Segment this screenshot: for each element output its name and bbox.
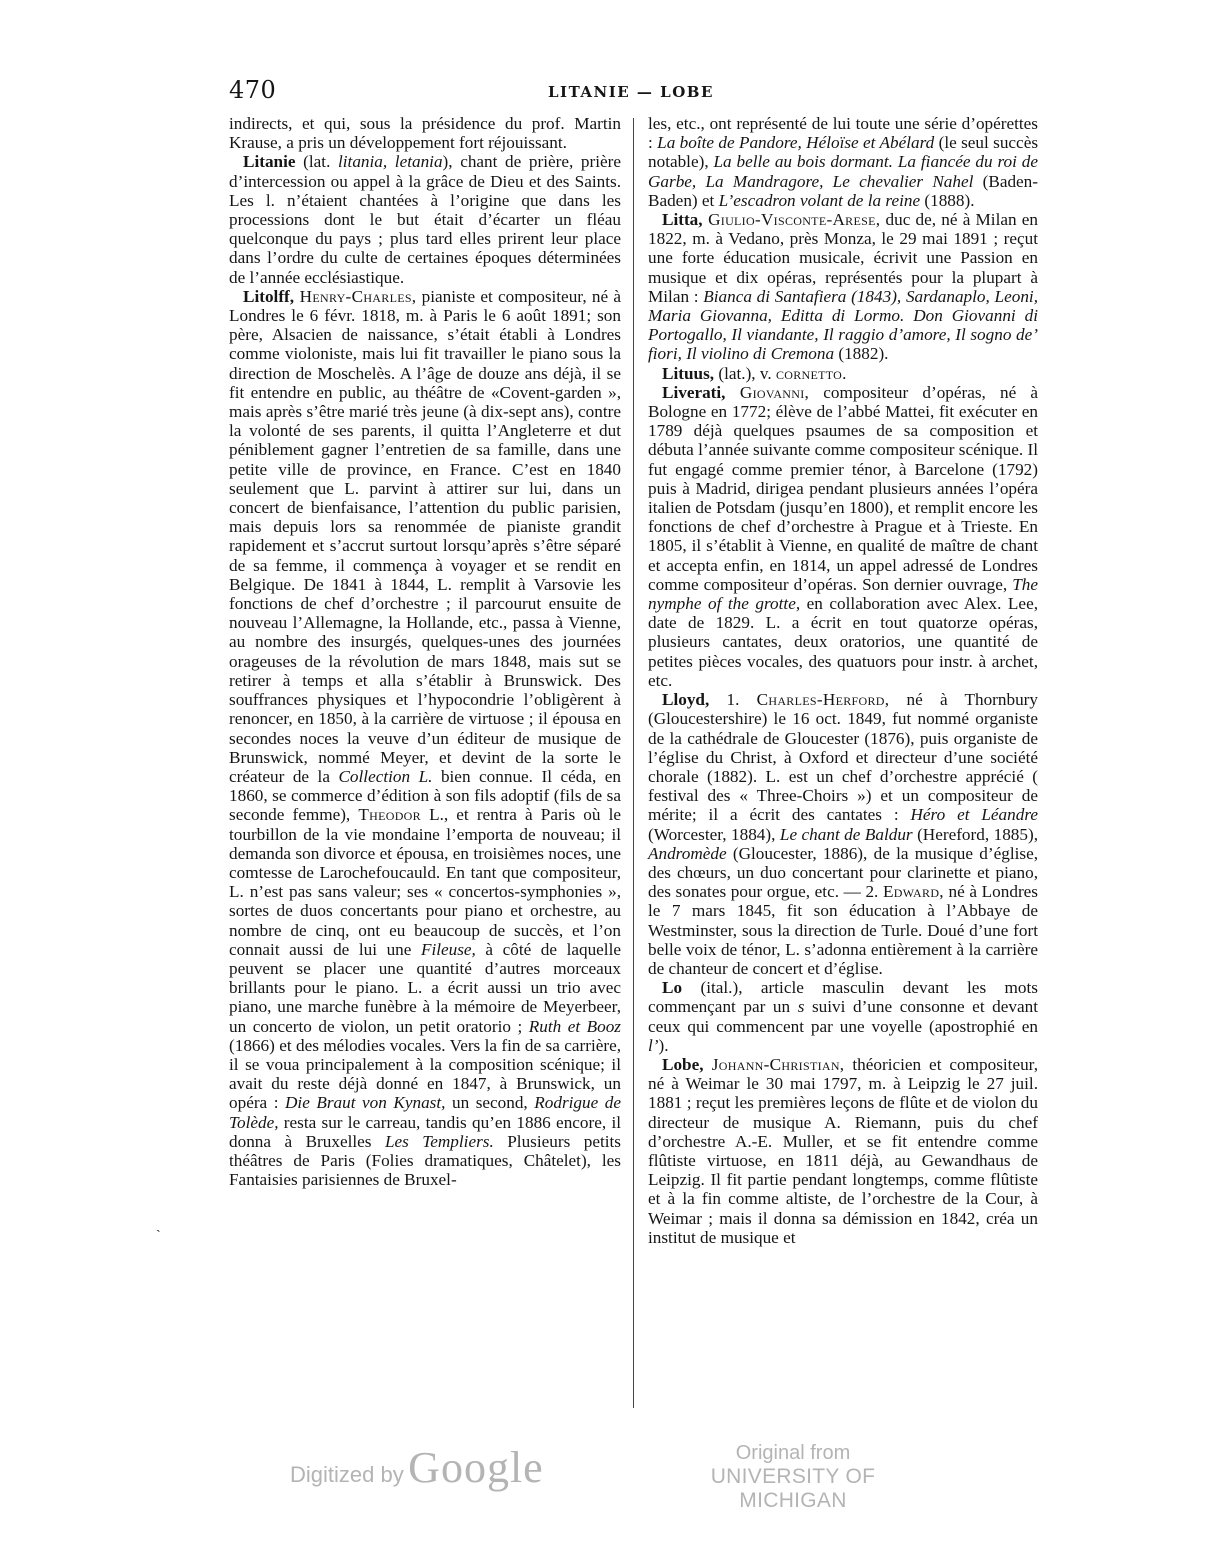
headword: Lo: [662, 978, 683, 998]
entry-continuation: [229, 114, 621, 152]
entry-lobe: [648, 1055, 1038, 1247]
entry-text: (1888).: [920, 190, 975, 210]
entry-text: Plusieurs petits théâtres de Paris (Folies dramatiques, Châtelet), les Fantaisies parisiennes de Bruxel-: [229, 1131, 621, 1190]
google-logo: Google: [408, 1443, 544, 1492]
entry-text: pianiste et compositeur, né à Londres le 6 févr. 1818, m. à Paris le 6 août 1891; son père, Alsacien de naissance, s’était établi à Londres comme violoniste, mais lui fit travailler le piano sous la direction de Moschelès. A l’âge de douze ans déjà, il se fit entendre en public, au théâtre de «Covent-garden », mais après s’être marié très jeune (à dix-sept ans), contre la volonté de ses parents, il quitta l’Angleterre et dut péniblement gagner l’entretien de sa famille, dans une petite ville de province, en France. C’est en 1840 seulement que L. parvint à attirer sur lui, dans un concert de bienfaisance, l’attention du public parisien, mais depuis lors sa renommée de pianiste grandit rapidement et s’accrut surtout lorsqu’après s’être séparé de sa femme, il commença à voyager et se rendit en Belgique. De 1841 à 1844, L. remplit à Varsovie les fonctions de chef d’orchestre ; il parcourut ensuite de nouveau l’Allemagne, la Hollande, etc., passa à Vienne, au nombre des insurgés, quelques-unes des journées orageuses de la révolution de mars 1848, mais sut se retirer à temps et alla s’établir à Brunswick. Des souffrances physiques et l’hypocondrie l’obligèrent à renoncer, en 1850, à la carrière de virtuose ; il épousa en secondes noces la veuve d’un éditeur de musique de Brunswick, nommé Meyer, et devint de la sorte le créateur de la: [229, 286, 621, 786]
original-from-label: Original from: [735, 1442, 851, 1464]
entry-text: à côté de laquelle peuvent se placer une quantité d’autres morceaux brillants pour le piano. L. a écrit aussi un trio avec piano, une marche funèbre à la mémoire de Meyerbeer, un concerto de violon, un petit oratorio ;: [229, 939, 621, 1036]
entry-text: (1866) et des mélodies vocales. Vers la fin de sa carrière, il se voua principalement à la composition scénique; il avait du reste déjà donné en 1847, à Brunswick, un opéra :: [229, 1035, 621, 1113]
column-divider: [633, 118, 634, 1408]
headword: Litta,: [662, 210, 703, 230]
headword: Lloyd,: [662, 690, 710, 710]
entry-text: ).: [658, 1035, 669, 1055]
entry-italic: Fileuse,: [420, 939, 476, 959]
entry-text: (ital.), article masculin devant les mots commençant par un: [648, 978, 1038, 1017]
entry-italic: Collection L.: [338, 766, 433, 786]
institution-label: UNIVERSITY OF MICHIGAN: [710, 1465, 876, 1512]
running-head: LITANIE — LOBE: [548, 83, 714, 101]
entry-text: (Hereford, 1885),: [912, 824, 1038, 844]
entry-italic: La belle au bois dormant. La fiancée du roi de Garbe, La Mandragore, Le chevalier Nahel: [648, 152, 1038, 191]
entry-italic: litania, letania: [338, 152, 443, 172]
entry-lo: [648, 978, 1038, 1055]
entry-italic: Le chant de Baldur: [779, 824, 913, 844]
headword: Lituus,: [662, 363, 715, 383]
headword: Lobe,: [662, 1054, 704, 1074]
entry-text: un second,: [445, 1093, 535, 1113]
entry-smallcaps: Giulio-Visconte-Arese,: [702, 210, 881, 230]
entry-litanie: [229, 152, 621, 286]
page-number: 470: [229, 76, 277, 104]
entry-text: L., et rentra à Paris où le tourbillon de la vie mondaine l’emporta de nouveau; il demanda son divorce et épousa, en troisièmes noces, une comtesse de Larochefoucauld. En tant que compositeur, L. n’est pas sans valeur; ses « concertos-symphonies », sortes de duos concertants pour piano et orchestre, au nombre de cinq, ont eu beaucoup de succès, et l’on connait aussi de lui une: [229, 805, 621, 959]
stray-ink-mark: ˏ: [156, 1217, 161, 1233]
entry-text: resta sur le carreau, tandis qu’en 1886 encore, il donna à Bruxelles: [229, 1112, 621, 1151]
entry-italic: Andromède: [648, 843, 727, 863]
original-from-watermark: [668, 1442, 918, 1513]
entry-liverati: [648, 383, 1038, 690]
entry-text: né à Thornbury (Gloucestershire) le 16 oct. 1849, fut nommé organiste de la cathédrale de Gloucester (1876), puis organiste de l’église du Christ, à Oxford et directeur d’une société chorale (1882). L. est un chef d’orchestre apprécié ( festival des « Three-Choirs ») et un compositeur de mérite; il a écrit des cantates :: [648, 690, 1038, 825]
entry-text: 1.: [709, 690, 757, 710]
entry-text: (le seul succès notable),: [648, 133, 1039, 172]
entry-litta: [648, 210, 1038, 364]
entry-lituus: [648, 364, 1038, 383]
entry-smallcaps: Theodor: [358, 805, 421, 825]
entry-smallcaps: Giovanni,: [725, 382, 810, 402]
entry-text: né à Londres le 7 mars 1845, fit son éducation à l’Abbaye de Westminster, sous la direction de Turle. Doué d’une fort belle voix de ténor, L. s’adonna entièrement à la carrière de chanteur de concert et d’église.: [648, 882, 1038, 978]
entry-text: (1882).: [834, 344, 889, 364]
entry-italic: La boîte de Pandore, Héloïse et Abélard: [657, 133, 935, 153]
headword: Litanie: [243, 152, 296, 172]
entry-smallcaps: cornetto.: [775, 363, 847, 383]
entry-text: (lat.: [295, 152, 338, 172]
entry-litolff: [229, 287, 621, 1190]
entry-text: les, etc., ont représenté de lui toute une série d’opérettes :: [648, 114, 1038, 153]
entry-smallcaps: Charles-Herford,: [756, 690, 890, 710]
entry-text: (lat.), v.: [714, 363, 776, 383]
entry-smallcaps: Henry-Charles,: [294, 286, 417, 306]
entry-italic: s: [797, 997, 805, 1017]
entry-text: compositeur d’opéras, né à Bologne en 1772; élève de l’abbé Mattei, fit exécuter en 1789 déjà quelques psaumes de sa composition et débuta l’année suivante comme compositeur scénique. Il fut engagé comme premier ténor, à Barcelone (1792) puis à Madrid, dirigea pendant plusieurs années l’opéra italien de Potsdam (jusqu’en 1800), et remplit encore les fonctions de chef d’orchestre à Prague et à Trieste. En 1805, il s’établit à Vienne, en qualité de maître de chant et accepta enfin, en 1814, un appel adressé de Londres comme compositeur d’opéras. Son dernier ouvrage,: [648, 382, 1038, 594]
right-column: [648, 114, 1038, 1247]
entry-text: indirects, et qui, sous la présidence du prof. Martin Krause, a pris un développement fort réjouissant.: [229, 114, 621, 153]
entry-text: bien connue. Il céda, en 1860, se commerce d’édition à son fils adoptif (fils de sa seconde femme),: [229, 766, 621, 825]
entry-italic: l’: [648, 1035, 659, 1055]
entry-italic: Rodrigue de Tolède,: [229, 1093, 621, 1132]
entry-italic: Die Braut von Kynast,: [285, 1093, 446, 1113]
entry-text: ), chant de prière, prière d’intercession ou appel à la grâce de Dieu et des Saints. Les l. n’étaient chantées à l’origine que dans les processions dont le but était d’écarter un fléau quelconque du pays ; plus tard elles prirent leur place dans l’ordre du culte de certaines époques déterminées de l’année ecclésiastique.: [229, 152, 621, 287]
entry-smallcaps: Johann-Christian,: [703, 1054, 845, 1074]
entry-continuation: [648, 114, 1038, 210]
entry-text: théoricien et compositeur, né à Weimar le 30 mai 1797, m. à Leipzig le 27 juil. 1881 ; reçut les premières leçons de flûte et de violon du directeur de musique A. Riemann, puis du chef d’orchestre A.-E. Muller, et se fit entendre comme flûtiste virtuose, en 1811 déjà, au Gewandhaus de Leipzig. Il fit partie pendant longtemps, comme flûtiste et à la fin comme altiste, de l’orchestre de la Cour, à Weimar ; mais il donna sa démission en 1842, créa un institut de musique et: [648, 1054, 1038, 1247]
digitized-label: Digitized by: [290, 1462, 404, 1487]
headword: Litolff,: [243, 286, 295, 306]
entry-italic: Héro et Léandre: [910, 805, 1038, 825]
entry-italic: Ruth et Booz: [528, 1016, 621, 1036]
entry-text: (Gloucester, 1886), de la musique d’église, des chœurs, un duo concertant pour clarinette et piano, des sonates pour orgue, etc. — 2.: [648, 843, 1038, 902]
entry-italic: The nymphe of the grotte,: [648, 574, 1038, 614]
entry-italic: Bianca di Santafiera (1843), Sardanaplo, Leoni, Maria Giovanna, Editta di Lormo. Don Giovanni di Portogallo, Il viandante, Il raggio d’amore, Il sogno de’ fiori, Il violino di Cremona: [648, 286, 1038, 364]
entry-text: en collaboration avec Alex. Lee, date de 1829. L. a écrit en tout quatorze opéras, plusieurs cantates, deux oratorios, une quantité de petites pièces vocales, des quatuors pour instr. à archet, etc.: [648, 594, 1038, 690]
entry-text: duc de, né à Milan en 1822, m. à Vedano, près Monza, le 29 mai 1891 ; reçut une forte éducation musicale, écrivit une Passion en musique et dix opéras, représentés pour la plupart à Milan :: [648, 210, 1038, 306]
entry-italic: Les Templiers.: [384, 1131, 494, 1151]
entry-text: (Worcester, 1884),: [648, 824, 780, 844]
entry-italic: L’escadron volant de la reine: [718, 190, 921, 210]
entry-smallcaps: Edward,: [883, 882, 944, 902]
headword: Liverati,: [662, 382, 726, 402]
left-column: [229, 114, 621, 1189]
entry-text: suivi d’une consonne et devant ceux qui commencent par une voyelle (apostrophié en: [648, 997, 1038, 1036]
entry-text: (Baden-Baden) et: [648, 171, 1038, 210]
entry-lloyd: [648, 690, 1038, 978]
digitized-by-watermark: [290, 1442, 544, 1493]
